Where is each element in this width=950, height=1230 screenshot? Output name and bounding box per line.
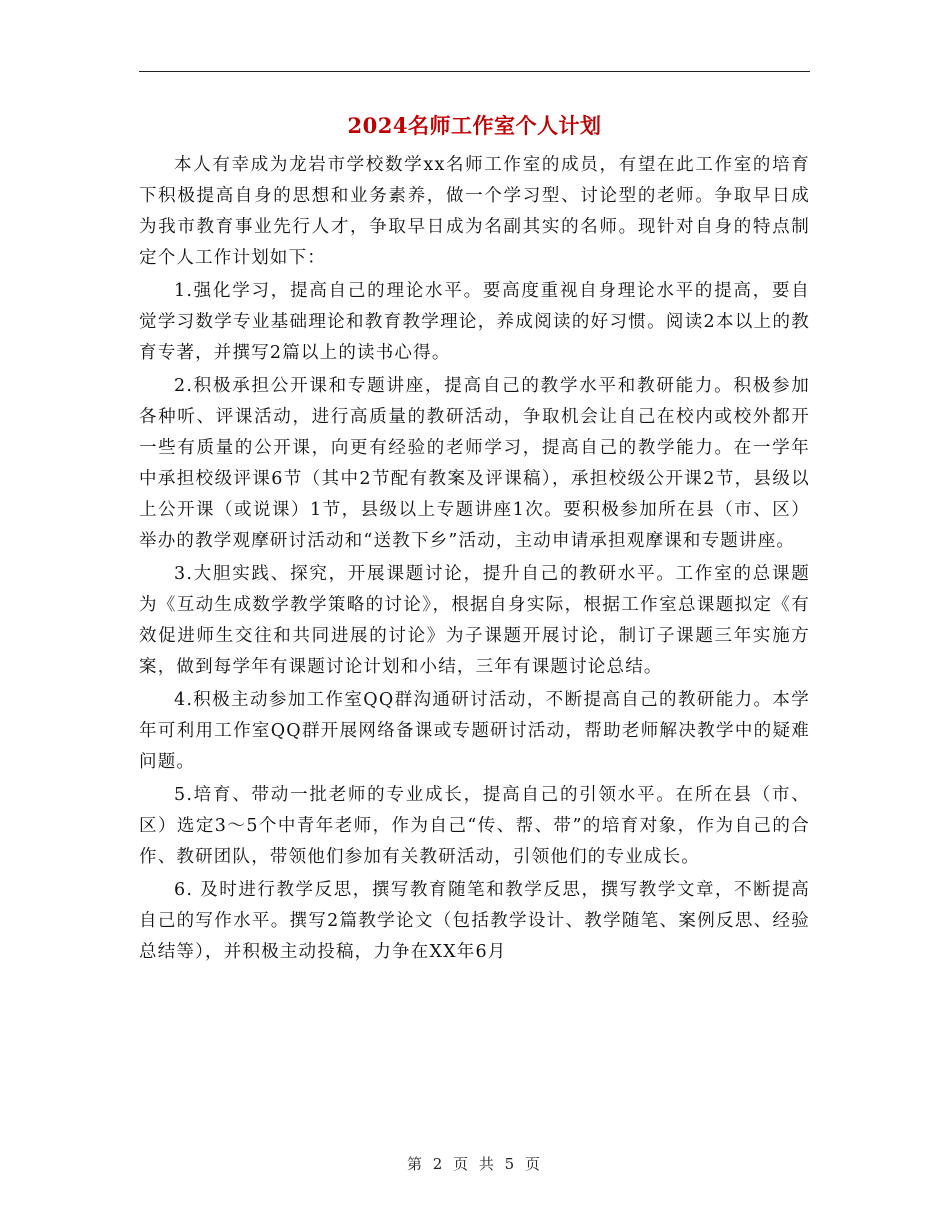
paragraph-item-1: 1.强化学习，提高自己的理论水平。要高度重视自身理论水平的提高，要自觉学习数学专业基础理论和教育教学理论，养成阅读的好习惯。阅读2本以上的教育专著，并撰写2篇以上的读书心得。 [139,281,810,363]
document-title: 2024名师工作室个人计划 [347,113,602,138]
page-number-footer: 第 2 页 共 5 页 [407,1155,543,1173]
header-rule [139,71,810,72]
document-body [139,150,810,970]
paragraph-item-5: 5.培育、带动一批老师的专业成长，提高自己的引领水平。在所在县（市、区）选定3～5个中青年老师，作为自己“传、帮、带”的培育对象，作为自己的合作、教研团队，带领他们参加有关教研活动，引领他们的专业成长。 [139,785,810,867]
paragraph-item-4: 4.积极主动参加工作室QQ群沟通研讨活动，不断提高自己的教研能力。本学年可利用工作室QQ群开展网络备课或专题研讨活动，帮助老师解决教学中的疑难问题。 [139,690,810,772]
paragraph-item-2: 2.积极承担公开课和专题讲座，提高自己的教学水平和教研能力。积极参加各种听、评课活动，进行高质量的教研活动，争取机会让自己在校内或校外都开一些有质量的公开课，向更有经验的老师学习，提高自己的教学能力。在一学年中承担校级评课6节（其中2节配有教案及评课稿），承担校级公开课2节，县级以上公开课（或说课）1节，县级以上专题讲座1次。要积极参加所在县（市、区）举办的教学观摩研讨活动和“送教下乡”活动，主动申请承担观摩课和专题讲座。 [139,376,810,551]
paragraph-intro: 本人有幸成为龙岩市学校数学xx名师工作室的成员，有望在此工作室的培育下积极提高自身的思想和业务素养，做一个学习型、讨论型的老师。争取早日成为我市教育事业先行人才，争取早日成为名副其实的名师。现针对自身的特点制定个人工作计划如下： [139,155,810,268]
paragraph-item-6: 6. 及时进行教学反思，撰写教育随笔和教学反思，撰写教学文章，不断提高自己的写作水平。撰写2篇教学论文（包括教学设计、教学随笔、案例反思、经验总结等），并积极主动投稿，力争在XX年6月 [139,880,810,962]
paragraph-item-3: 3.大胆实践、探究，开展课题讨论，提升自己的教研水平。工作室的总课题为《互动生成数学教学策略的讨论》，根据自身实际，根据工作室总课题拟定《有效促进师生交往和共同进展的讨论》为子课题开展讨论，制订子课题三年实施方案，做到每学年有课题讨论计划和小结，三年有课题讨论总结。 [139,564,810,677]
